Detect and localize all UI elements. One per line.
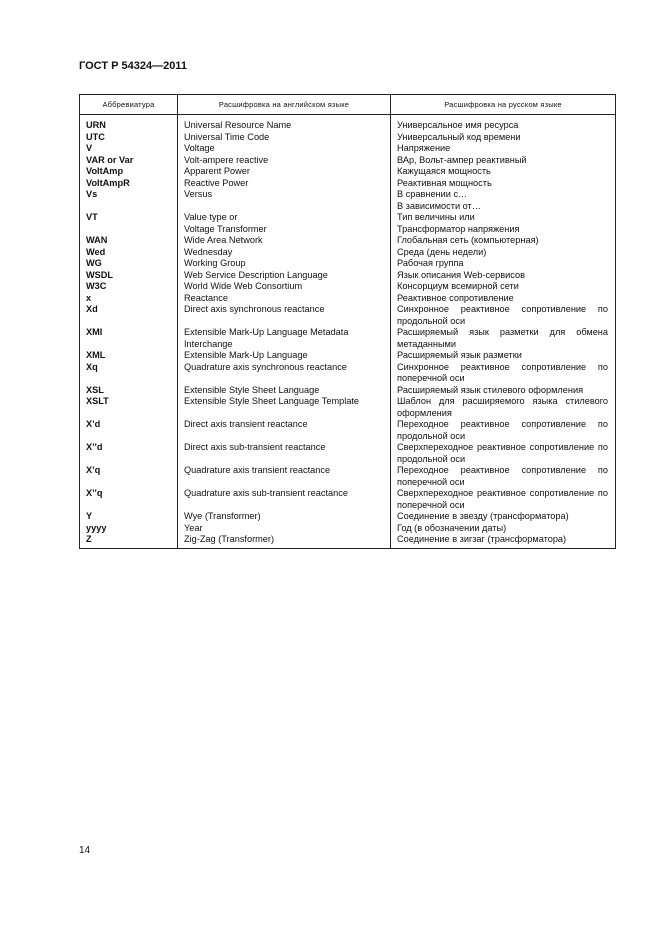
english-cell (178, 212, 391, 235)
column-header-russian: Расшифровка на русском языке (391, 95, 616, 115)
english-text: World Wide Web Consortium (184, 281, 303, 291)
russian-cell (391, 327, 616, 350)
english-cell (178, 235, 391, 247)
russian-text: Расширяемый язык разметки для обмена метаданными (397, 327, 608, 349)
english-cell (178, 178, 391, 190)
russian-cell (391, 442, 616, 465)
table-row (80, 258, 616, 270)
russian-text: Реактивная мощность (397, 177, 492, 188)
abbreviation-cell: X’’d (80, 442, 178, 465)
page-number: 14 (79, 845, 91, 856)
english-cell (178, 132, 391, 144)
table-row (80, 235, 616, 247)
english-cell (178, 350, 391, 362)
abbreviation-cell: X’d (80, 419, 178, 442)
english-cell (178, 362, 391, 385)
column-header-english: Расшифровка на английском языке (178, 95, 391, 115)
russian-text: Реактивное сопротивление (397, 292, 514, 303)
table-row (80, 247, 616, 259)
russian-text: Глобальная сеть (компьютерная) (397, 235, 539, 245)
russian-cell (391, 178, 616, 190)
english-cell (178, 327, 391, 350)
english-text: Direct axis sub-transient reactance (184, 442, 326, 452)
english-text: Extensible Style Sheet Language Template (184, 396, 360, 406)
russian-text: Год (в обозначении даты) (397, 522, 507, 533)
russian-cell (391, 189, 616, 212)
english-text: Reactive Power (184, 177, 249, 188)
english-text: Quadrature axis transient reactance (184, 465, 331, 475)
english-text: Web Service Description Language (184, 269, 328, 280)
english-text: Extensible Mark-Up Language (184, 350, 308, 360)
english-cell (178, 442, 391, 465)
table-row (80, 189, 616, 212)
russian-cell (391, 281, 616, 293)
table-row (80, 212, 616, 235)
english-cell (178, 419, 391, 442)
abbreviation-cell: Xq (80, 362, 178, 385)
english-cell (178, 385, 391, 397)
column-header-abbreviation: Аббревиатура (80, 95, 178, 115)
table-row (80, 281, 616, 293)
english-text: Direct axis synchronous reactance (184, 304, 325, 314)
russian-cell (391, 247, 616, 259)
english-text: Universal Time Code (184, 131, 270, 142)
abbreviation-cell: WSDL (80, 270, 178, 282)
abbreviations-table (79, 94, 616, 549)
russian-text: Сверхпереходное реактивное сопротивление по поперечной оси (397, 488, 608, 510)
russian-cell (391, 115, 616, 132)
russian-text: Расширяемый язык стилевого оформления (397, 384, 584, 395)
english-cell (178, 511, 391, 523)
table-row (80, 178, 616, 190)
table-row (80, 362, 616, 385)
english-cell (178, 523, 391, 535)
table-row (80, 396, 616, 419)
english-text: Voltage (184, 143, 215, 153)
table-row (80, 166, 616, 178)
table-row (80, 511, 616, 523)
russian-text: Консорциум всемирной сети (397, 281, 519, 291)
table-row (80, 488, 616, 511)
abbreviation-cell: XSL (80, 385, 178, 397)
russian-cell (391, 511, 616, 523)
table-row (80, 442, 616, 465)
english-text (184, 201, 384, 213)
russian-cell (391, 362, 616, 385)
russian-text: Переходное реактивное сопротивление по поперечной оси (397, 465, 608, 487)
russian-cell (391, 385, 616, 397)
english-text: Year (184, 522, 203, 533)
russian-text: В сравнении с… (397, 189, 468, 199)
table-row (80, 115, 616, 132)
table-row (80, 304, 616, 327)
english-text: Quadrature axis synchronous reactance (184, 361, 347, 372)
english-text: Apparent Power (184, 166, 250, 176)
russian-text: Трансформатор напряжения (397, 223, 520, 234)
russian-text: Тип величины или (397, 212, 475, 222)
abbreviation-cell: VAR or Var (80, 155, 178, 167)
russian-cell (391, 270, 616, 282)
abbreviation-cell: W3C (80, 281, 178, 293)
table-row (80, 523, 616, 535)
abbreviation-cell: x (80, 293, 178, 305)
abbreviation-cell: V (80, 143, 178, 155)
russian-cell (391, 534, 616, 548)
russian-cell (391, 350, 616, 362)
abbreviation-cell: Xd (80, 304, 178, 327)
russian-cell (391, 419, 616, 442)
english-cell (178, 166, 391, 178)
english-text: Value type or (184, 212, 238, 222)
english-text: Direct axis transient reactance (184, 419, 308, 429)
english-text: Voltage Transformer (184, 223, 267, 234)
english-cell (178, 465, 391, 488)
russian-text: Шаблон для расширяемого языка стилевого оформления (397, 396, 608, 418)
table-row (80, 385, 616, 397)
russian-text: Соединение в звезду (трансформатора) (397, 511, 569, 521)
english-text: Wednesday (184, 246, 233, 257)
abbreviation-cell: Vs (80, 189, 178, 212)
english-cell (178, 293, 391, 305)
english-cell (178, 396, 391, 419)
russian-cell (391, 166, 616, 178)
english-cell (178, 189, 391, 212)
abbreviation-cell: VoltAmp (80, 166, 178, 178)
english-cell (178, 155, 391, 167)
russian-cell (391, 212, 616, 235)
table-row (80, 132, 616, 144)
abbreviation-cell: Wed (80, 247, 178, 259)
russian-cell (391, 523, 616, 535)
table-row (80, 350, 616, 362)
abbreviation-cell: XMI (80, 327, 178, 350)
english-text: Extensible Mark-Up Language Metadata Interchange (184, 327, 349, 349)
english-text: Quadrature axis sub-transient reactance (184, 488, 348, 498)
russian-text: Среда (день недели) (397, 246, 487, 257)
russian-cell (391, 132, 616, 144)
russian-text: Синхронное реактивное сопротивление по поперечной оси (397, 361, 608, 383)
english-cell (178, 247, 391, 259)
table-row (80, 534, 616, 548)
english-text: Zig-Zag (Transformer) (184, 534, 275, 544)
abbreviation-cell: WAN (80, 235, 178, 247)
english-cell (178, 488, 391, 511)
english-text: Versus (184, 189, 213, 199)
table-header-row (80, 95, 616, 115)
russian-cell (391, 293, 616, 305)
abbreviation-cell: VoltAmpR (80, 178, 178, 190)
russian-cell (391, 155, 616, 167)
table-row (80, 327, 616, 350)
abbreviation-cell: XML (80, 350, 178, 362)
russian-text: Кажущаяся мощность (397, 166, 491, 176)
english-text: Extensible Style Sheet Language (184, 384, 320, 395)
document-title: ГОСТ Р 54324—2011 (79, 60, 187, 72)
russian-cell (391, 143, 616, 155)
abbreviation-cell: URN (80, 115, 178, 132)
abbreviation-cell: VT (80, 212, 178, 235)
russian-text: Универсальный код времени (397, 131, 521, 142)
abbreviation-cell: Y (80, 511, 178, 523)
russian-text: Напряжение (397, 143, 451, 153)
abbreviation-cell: UTC (80, 132, 178, 144)
russian-text: Синхронное реактивное сопротивление по продольной оси (397, 304, 608, 326)
russian-text: ВАр, Вольт-ампер реактивный (397, 154, 527, 165)
english-cell (178, 258, 391, 270)
english-cell (178, 534, 391, 548)
russian-cell (391, 235, 616, 247)
table-row (80, 143, 616, 155)
russian-text: Переходное реактивное сопротивление по продольной оси (397, 419, 608, 441)
abbreviation-cell: Z (80, 534, 178, 548)
russian-text: Рабочая группа (397, 258, 464, 268)
table-row (80, 293, 616, 305)
table-row (80, 270, 616, 282)
russian-cell (391, 258, 616, 270)
russian-text: В зависимости от… (397, 200, 481, 211)
abbreviation-cell: yyyy (80, 523, 178, 535)
english-cell (178, 143, 391, 155)
abbreviation-cell: X’q (80, 465, 178, 488)
english-cell (178, 304, 391, 327)
abbreviation-cell: X’’q (80, 488, 178, 511)
table-row (80, 465, 616, 488)
table-row (80, 155, 616, 167)
russian-text: Расширяемый язык разметки (397, 350, 522, 360)
english-cell (178, 115, 391, 132)
english-text: Wide Area Network (184, 235, 263, 245)
english-text: Reactance (184, 292, 228, 303)
english-text: Volt-ampere reactive (184, 154, 269, 165)
russian-text: Сверхпереходное реактивное сопротивление по продольной оси (397, 442, 608, 464)
russian-text: Соединение в зигзаг (трансформатора) (397, 534, 567, 544)
english-text: Universal Resource Name (184, 120, 292, 130)
english-text: Wye (Transformer) (184, 511, 261, 521)
abbreviation-cell: WG (80, 258, 178, 270)
russian-text: Язык описания Web-сервисов (397, 269, 525, 280)
table-row (80, 419, 616, 442)
english-cell (178, 270, 391, 282)
russian-cell (391, 488, 616, 511)
english-text: Working Group (184, 258, 246, 268)
russian-cell (391, 465, 616, 488)
abbreviation-cell: XSLT (80, 396, 178, 419)
table-body (80, 115, 616, 549)
russian-text: Универсальное имя ресурса (397, 120, 519, 130)
russian-cell (391, 304, 616, 327)
russian-cell (391, 396, 616, 419)
english-cell (178, 281, 391, 293)
